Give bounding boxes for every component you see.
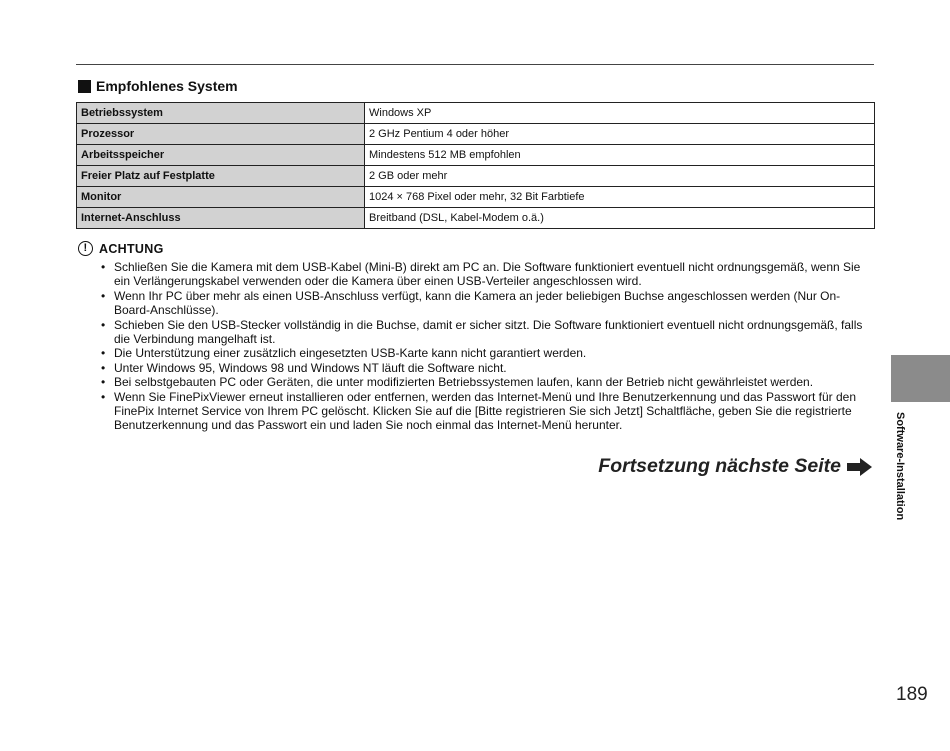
row-value: Windows XP <box>365 103 875 124</box>
row-value: Breitband (DSL, Kabel-Modem o.ä.) <box>365 208 875 229</box>
list-item: • Bei selbstgebauten PC oder Geräten, die unter modifizierten Betriebssystemen laufen, kann der Betrieb nicht gewährleistet werden. <box>101 375 876 389</box>
list-item: • Unter Windows 95, Windows 98 und Windows NT läuft die Software nicht. <box>101 361 876 375</box>
list-item: • Wenn Sie FinePixViewer erneut installieren oder entfernen, werden das Internet-Menü und Ihre Benutzerkennung und das Passwort für den FinePix Internet Service von Ihrem PC gelöscht. Klicken Sie auf die [Bitte registrieren Sie sich Jetzt] Schaltfläche, geben Sie die registrierte Benutzerkennung und das Passwort ein und laden Sie noch einmal das Internet-Menü herunter. <box>101 390 876 433</box>
row-value: 2 GB oder mehr <box>365 166 875 187</box>
row-value: 2 GHz Pentium 4 oder höher <box>365 124 875 145</box>
row-label: Freier Platz auf Festplatte <box>77 166 365 187</box>
table-row <box>77 187 875 208</box>
system-requirements-table <box>76 102 875 229</box>
row-value: Mindestens 512 MB empfohlen <box>365 145 875 166</box>
caution-title: ACHTUNG <box>99 241 164 256</box>
list-item: • Wenn Ihr PC über mehr als einen USB-Anschluss verfügt, kann die Kamera an jeder beliebigen Buchse angeschlossen werden (Nur On-Board-Anschlüsse). <box>101 289 876 318</box>
continuation-text: Fortsetzung nächste Seite <box>598 455 841 477</box>
caution-heading <box>78 241 164 256</box>
row-label: Monitor <box>77 187 365 208</box>
row-value: 1024 × 768 Pixel oder mehr, 32 Bit Farbtiefe <box>365 187 875 208</box>
continuation-note <box>598 455 872 478</box>
table-row <box>77 103 875 124</box>
table-row <box>77 145 875 166</box>
caution-list <box>101 260 876 433</box>
row-label: Arbeitsspeicher <box>77 145 365 166</box>
section-title: Empfohlenes System <box>96 78 238 94</box>
list-item: • Schieben Sie den USB-Stecker vollständig in die Buchse, damit er sicher sitzt. Die Software funktioniert eventuell nicht ordnungsgemäß, falls die Verbindung mangelhaft ist. <box>101 318 876 347</box>
row-label: Prozessor <box>77 124 365 145</box>
chapter-tab <box>891 355 950 402</box>
black-square-icon <box>78 80 91 93</box>
exclamation-circle-icon: ! <box>78 241 93 256</box>
list-item: • Die Unterstützung einer zusätzlich eingesetzten USB-Karte kann nicht garantiert werden. <box>101 346 876 360</box>
section-heading <box>78 77 238 95</box>
list-item: • Schließen Sie die Kamera mit dem USB-Kabel (Mini-B) direkt am PC an. Die Software funktioniert eventuell nicht ordnungsgemäß, wenn Sie ein Verlängerungskabel verwenden oder die Kamera über einen USB-Verteiler angeschlossen wird. <box>101 260 876 289</box>
row-label: Betriebssystem <box>77 103 365 124</box>
table-row <box>77 124 875 145</box>
chapter-label: Software-Installation <box>894 412 906 521</box>
page-number: 189 <box>896 684 928 705</box>
arrow-right-icon <box>847 458 872 476</box>
row-label: Internet-Anschluss <box>77 208 365 229</box>
table-row <box>77 166 875 187</box>
table-row <box>77 208 875 229</box>
top-rule <box>76 64 874 65</box>
